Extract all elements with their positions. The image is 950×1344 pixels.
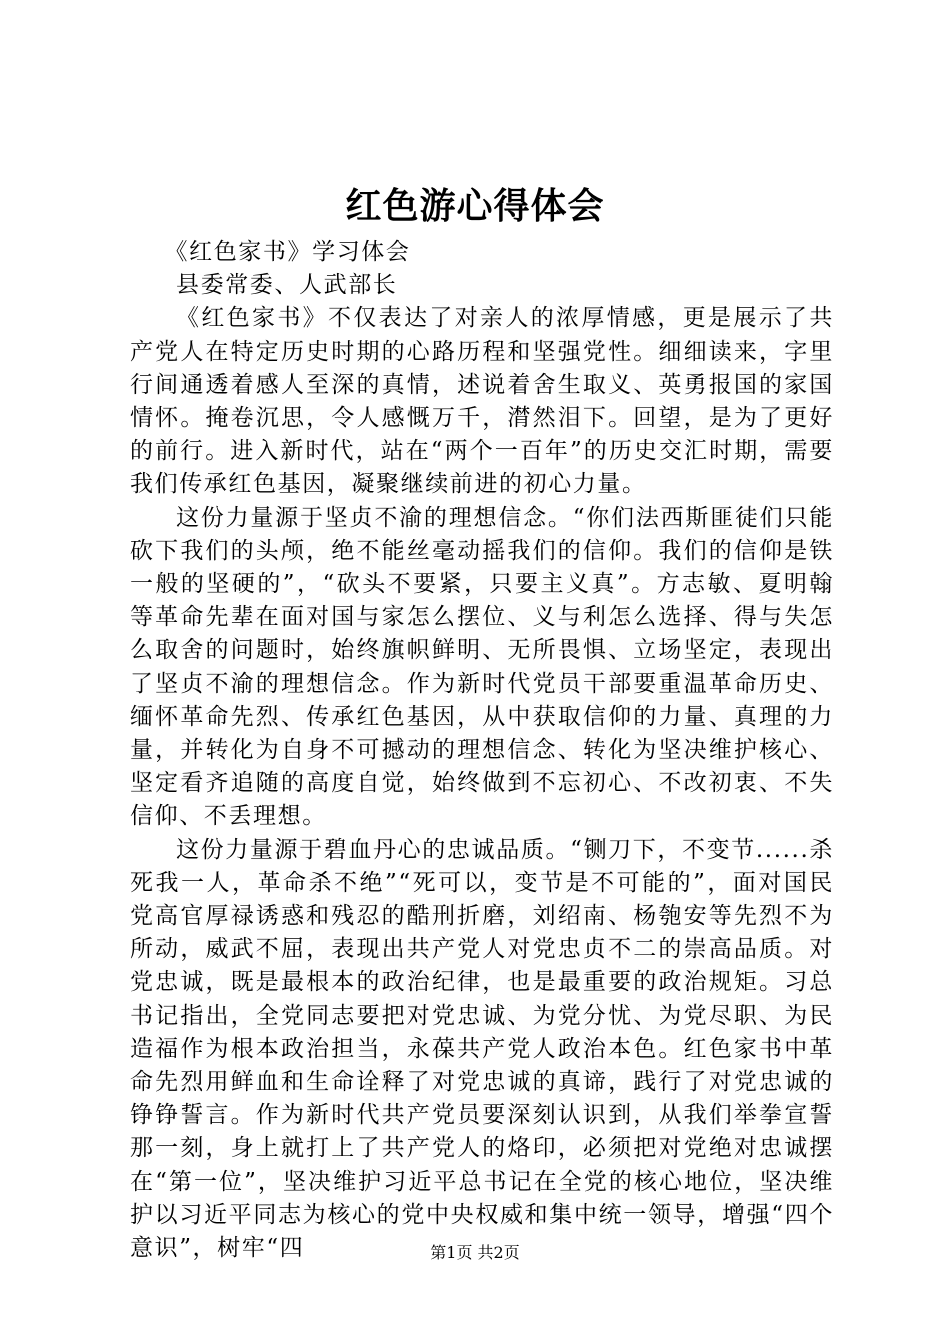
paragraph-1: 《红色家书》不仅表达了对亲人的浓厚情感，更是展示了共产党人在特定历史时期的心路历程和坚强党性。细细读来，字里行间通透着感人至深的真情，述说着舍生取义、英勇报国的家国情怀。掩卷沉思，令人感慨万千，潸然泪下。回望，是为了更好的前行。进入新时代，站在“两个一百年”的历史交汇时期，需要我们传承红色基因，凝聚继续前进的初心力量。 xyxy=(130,305,834,498)
document-body xyxy=(130,236,834,1265)
author-line: 县委常委、人武部长 xyxy=(176,272,398,299)
page-footer: 第1页 共2页 xyxy=(430,1243,520,1262)
paragraph-2: 这份力量源于坚贞不渝的理想信念。“你们法西斯匪徒们只能砍下我们的头颅，绝不能丝毫动摇我们的信仰。我们的信仰是铁一般的坚硬的”，“砍头不要紧，只要主义真”。方志敏、夏明翰等革命先辈在面对国与家怎么摆位、义与利怎么选择、得与失怎么取舍的问题时，始终旗帜鲜明、无所畏惧、立场坚定，表现出了坚贞不渝的理想信念。作为新时代党员干部要重温革命历史、缅怀革命先烈、传承红色基因，从中获取信仰的力量、真理的力量，并转化为自身不可撼动的理想信念、转化为坚决维护核心、坚定看齐追随的高度自觉，始终做到不忘初心、不改初衷、不失信仰、不丢理想。 xyxy=(130,504,834,830)
page-title: 红色游心得体会 xyxy=(345,185,605,227)
subtitle-line: 《红色家书》学习体会 xyxy=(164,239,411,265)
paragraph-3: 这份力量源于碧血丹心的忠诚品质。“铡刀下，不变节......杀死我一人，革命杀不绝”“死可以，变节是不可能的”，面对国民党高官厚禄诱惑和残忍的酷刑折磨，刘绍南、杨匏安等先烈不为所动，威武不屈，表现出共产党人对党忠贞不二的崇高品质。对党忠诚，既是最根本的政治纪律，也是最重要的政治规矩。习总书记指出，全党同志要把对党忠诚、为党分忧、为党尽职、为民造福作为根本政治担当，永葆共产党人政治本色。红色家书中革命先烈用鲜血和生命诠释了对党忠诚的真谛，践行了对党忠诚的铮铮誓言。作为新时代共产党员要深刻认识到，从我们举拳宣誓那一刻，身上就打上了共产党人的烙印，必须把对党绝对忠诚摆在“第一位”，坚决维护习近平总书记在全党的核心地位，坚决维护以习近平同志为核心的党中央权威和集中统一领导，增强“四个意识”，树牢“四 xyxy=(130,836,834,1262)
